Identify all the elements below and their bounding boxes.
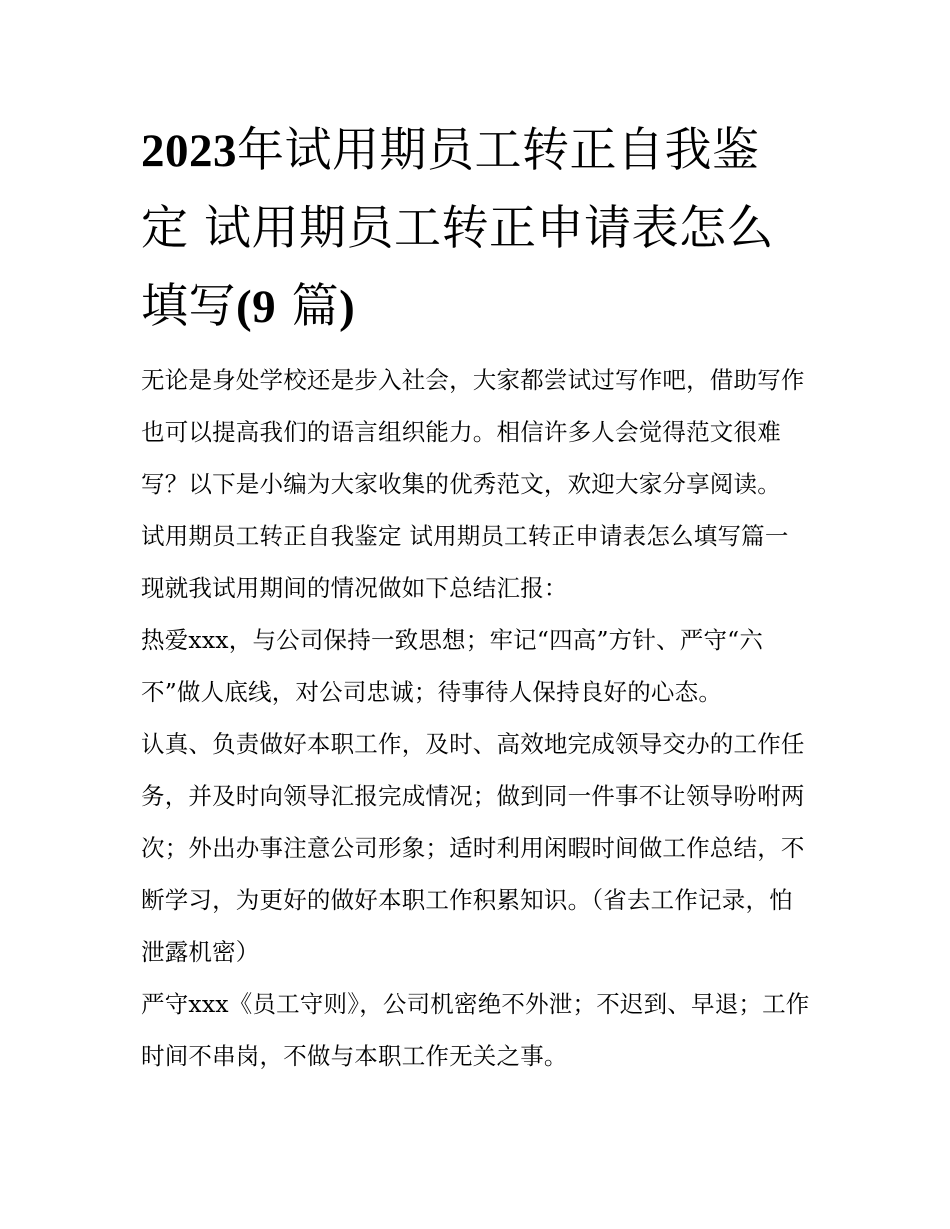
body-paragraph-rules: 严守xxx《员工守则》，公司机密绝不外泄；不迟到、早退；工作时间不串岗，不做与本职工作无关之事。 — [141, 990, 810, 1070]
title-line-3-pre: 填写 — [141, 279, 236, 334]
document-title — [141, 112, 813, 346]
document-content — [141, 112, 813, 1082]
title-count-close: ) — [339, 281, 356, 333]
body-paragraph-loyalty: 热爱xxx，与公司保持一致思想；牢记“四高”方针、严守“六不”做人底线，对公司忠诚；待事待人保持良好的心态。 — [141, 626, 764, 706]
title-line-1: 年试用期员工转正自我鉴 — [237, 123, 760, 178]
section-heading-paragraph: 试用期员工转正自我鉴定 试用期员工转正申请表怎么填写篇一 现就我试用期间的情况做如下总结汇报： — [141, 522, 789, 602]
title-count-open: (9 — [236, 281, 277, 333]
intro-paragraph: 无论是身处学校还是步入社会，大家都尝试过写作吧，借助写作也可以提高我们的语言组织能力。相信许多人会觉得范文很难写？以下是小编为大家收集的优秀范文，欢迎大家分享阅读。 — [141, 366, 805, 498]
title-line-2: 定 试用期员工转正申请表怎么 — [141, 201, 774, 256]
document-body — [141, 354, 813, 1082]
body-paragraph-duties: 认真、负责做好本职工作，及时、高效地完成领导交办的工作任务，并及时向领导汇报完成情况；做到同一件事不让领导吩咐两次；外出办事注意公司形象；适时利用闲暇时间做工作总结，不断学习，为更好的做好本职工作积累知识。（省去工作记录，怕泄露机密） — [141, 730, 805, 966]
title-count-unit: 篇 — [276, 279, 340, 334]
title-year: 2023 — [141, 125, 237, 177]
